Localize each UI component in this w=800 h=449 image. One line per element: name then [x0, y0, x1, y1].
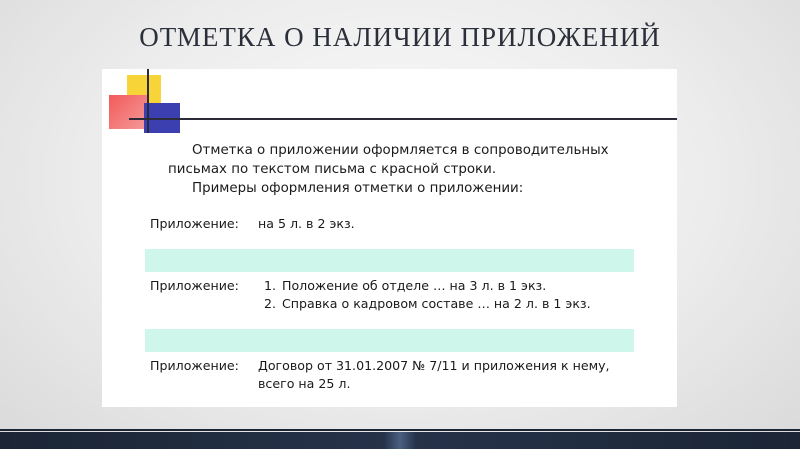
list-item: 1. Положение об отделе … на 3 л. в 1 экз.: [280, 277, 638, 295]
intro-text: [168, 141, 658, 198]
document-image: [102, 69, 677, 407]
footer-divider: [0, 429, 800, 431]
slide-title: ОТМЕТКА О НАЛИЧИИ ПРИЛОЖЕНИЙ: [139, 22, 661, 52]
example-label: Приложение:: [150, 216, 239, 231]
separator-band: [145, 249, 634, 272]
example-label: Приложение:: [150, 278, 239, 293]
example-label: Приложение:: [150, 358, 239, 373]
list-item: 2. Справка о кадровом составе … на 2 л. в 1 экз.: [280, 295, 638, 313]
example-content: Договор от 31.01.2007 № 7/11 и приложения к нему, всего на 25 л.: [258, 358, 610, 391]
intro-paragraph: Отметка о приложении оформляется в сопроводительных письмах по текстом письма с красной строки.: [168, 143, 609, 177]
decor-red-square: [109, 95, 147, 129]
decor-horizontal-line: [129, 118, 677, 120]
example-content: на 5 л. в 2 экз.: [258, 216, 355, 231]
intro-examples-heading: Примеры оформления отметки о приложении:: [192, 181, 524, 196]
decor-vertical-line: [147, 69, 149, 133]
example-list: [258, 277, 638, 313]
separator-band: [145, 329, 634, 352]
footer-bar: [0, 432, 800, 449]
